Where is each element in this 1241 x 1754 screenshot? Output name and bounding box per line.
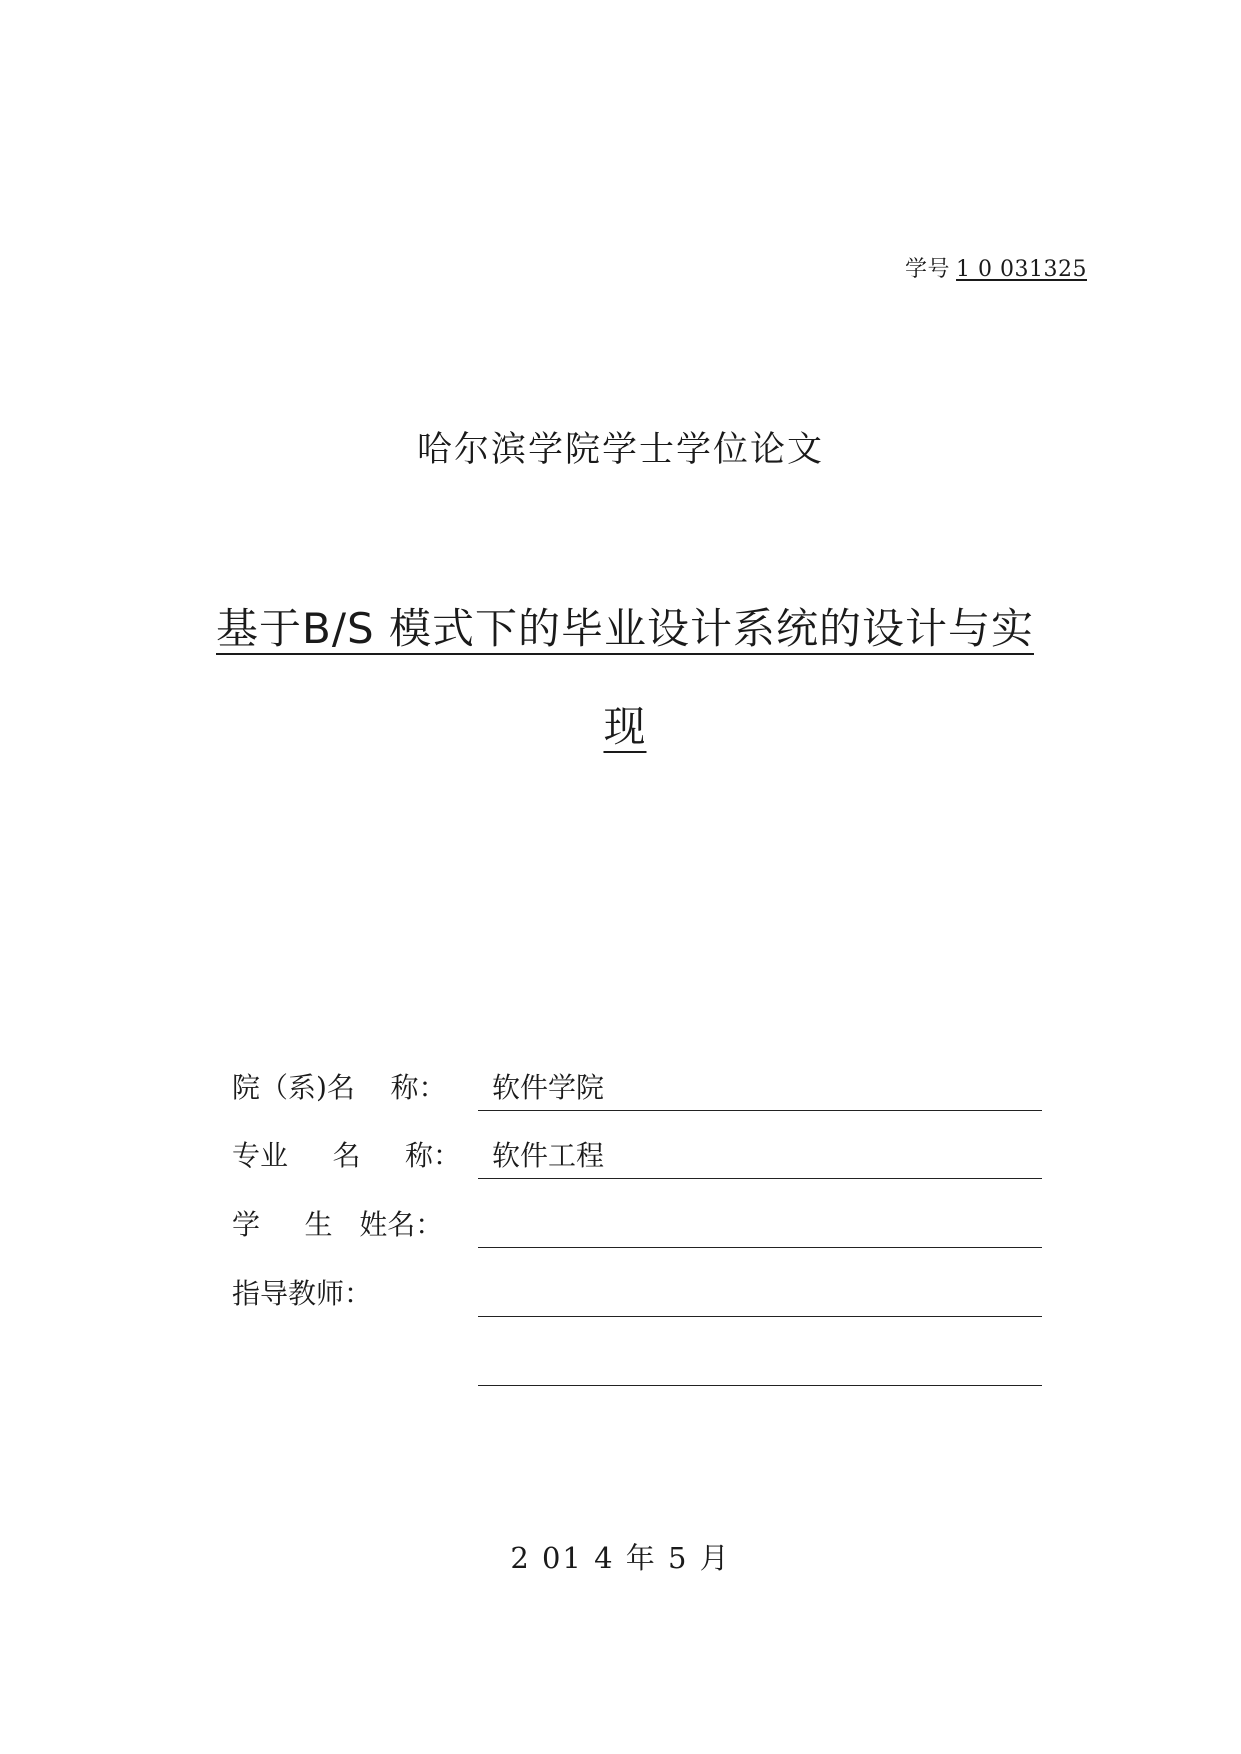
department-underline xyxy=(478,1110,1042,1111)
advisor-extra-underline xyxy=(478,1385,1042,1386)
advisor-label: 指导教师： xyxy=(232,1277,373,1310)
major-underline xyxy=(478,1178,1042,1179)
department-row xyxy=(232,1066,1042,1128)
thesis-title-line-2: 现 xyxy=(603,702,647,751)
major-value: 软件工程 xyxy=(492,1139,605,1172)
advisor-row xyxy=(232,1272,1042,1334)
major-label: 专业 名 称： xyxy=(232,1139,462,1172)
advisor-underline xyxy=(478,1316,1042,1317)
school-thesis-heading: 哈尔滨学院学士学位论文 xyxy=(416,430,824,470)
student-name-label: 学 生 姓名： xyxy=(232,1208,444,1241)
department-label: 院（系)名 称： xyxy=(232,1071,447,1104)
submission-date: 2 01 4 年 5 月 xyxy=(510,1541,731,1575)
student-id-value: 1 0 031325 xyxy=(956,257,1087,282)
student-name-underline xyxy=(478,1247,1042,1248)
department-value: 软件学院 xyxy=(492,1071,605,1104)
thesis-title-line-1: 基于B/S 模式下的毕业设计系统的设计与实 xyxy=(216,604,1034,653)
student-id xyxy=(905,252,1087,283)
student-id-label: 学号 xyxy=(905,257,951,282)
thesis-title xyxy=(170,580,1080,776)
major-row xyxy=(232,1134,1042,1196)
advisor-extra-row xyxy=(232,1341,1042,1403)
student-name-row xyxy=(232,1203,1042,1265)
